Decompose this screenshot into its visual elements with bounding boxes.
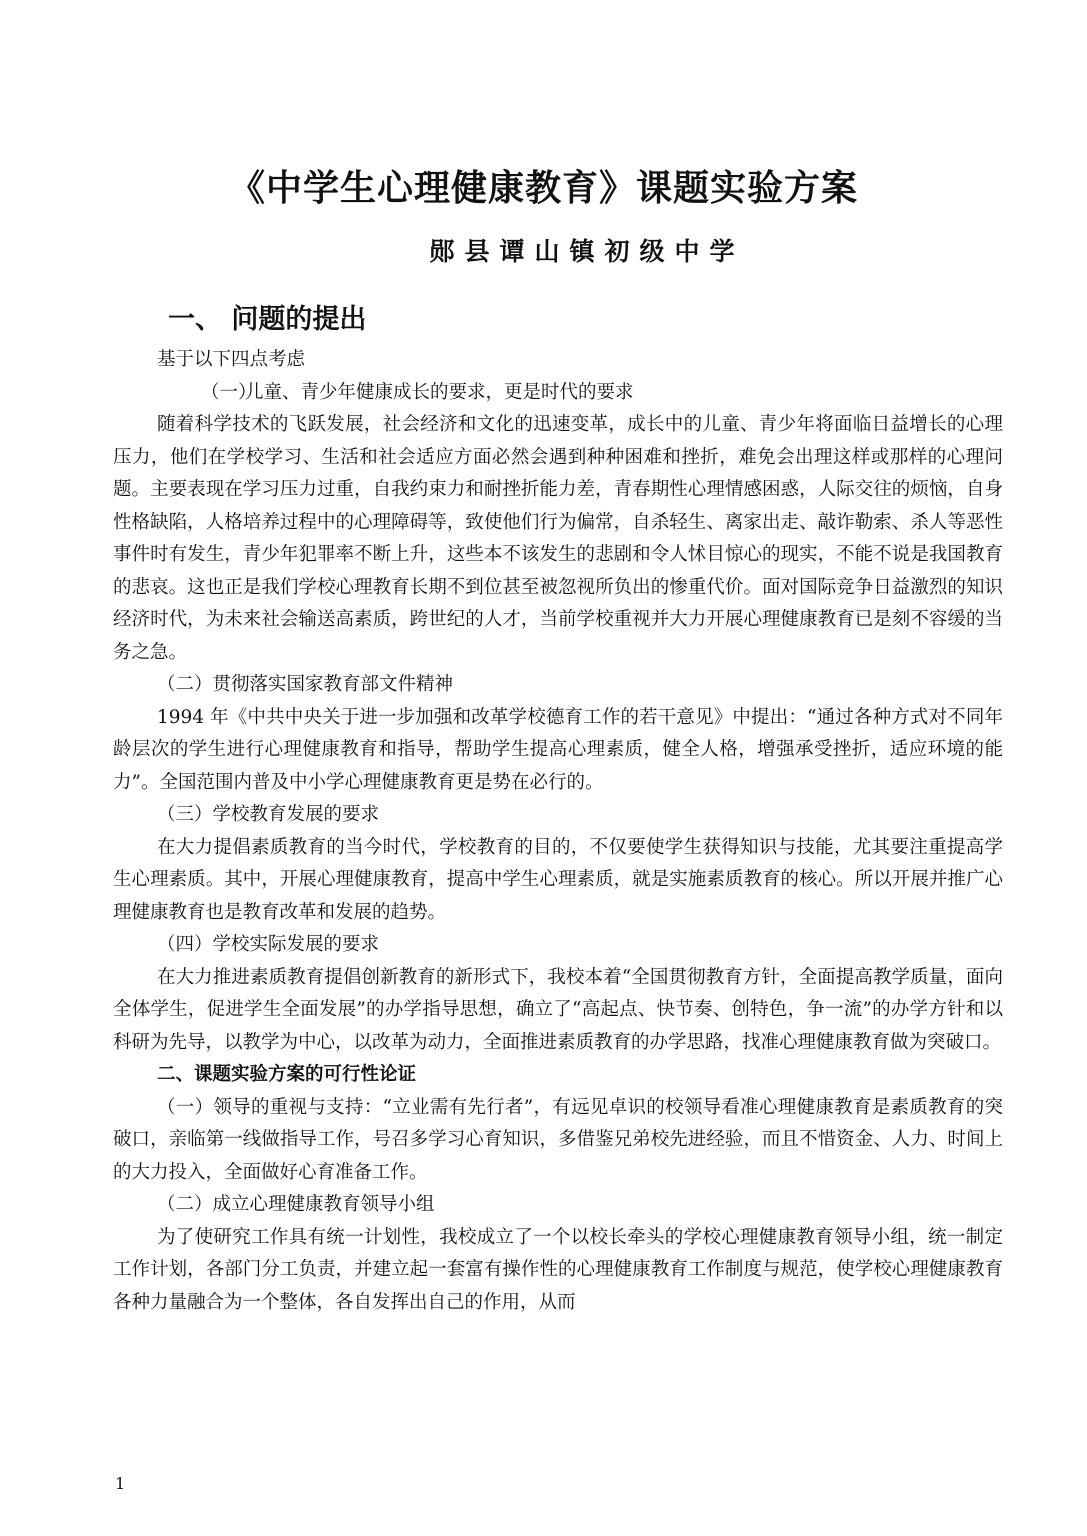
- paragraph-1: 随着科学技术的飞跃发展，社会经济和文化的迅速变革，成长中的儿童、青少年将面临日益增长的心理压力，他们在学校学习、生活和社会适应方面必然会遇到种种困难和挫折，难免会出理这样或那样的心理问题。主要表现在学习压力过重，自我约束力和耐挫折能力差，青春期性心理情感困惑，人际交往的烦恼，自身性格缺陷，人格培养过程中的心理障碍等，致使他们行为偏常，自杀轻生、离家出走、敲诈勒索、杀人等恶性事件时有发生，青少年犯罪率不断上升，这些本不该发生的悲剧和令人怵目惊心的现实，不能不说是我国教育的悲哀。这也正是我们学校心理教育长期不到位甚至被忽视所负出的惨重代价。面对国际竞争日益激烈的知识经济时代，为未来社会输送高素质，跨世纪的人才，当前学校重视并大力开展心理健康教育已是刻不容缓的当务之急。: [113, 414, 1003, 663]
- paragraph-3: 在大力提倡素质教育的当今时代，学校教育的目的，不仅要使学生获得知识与技能，尤其要注重提高学生心理素质。其中，开展心理健康教育，提高中学生心理素质，就是实施素质教育的核心。所以开展并推广心理健康教育也是教育改革和发展的趋势。: [113, 836, 1003, 923]
- school-name: 郧县谭山镇初级中学: [429, 237, 745, 266]
- page-number: 1: [115, 1474, 126, 1493]
- subheading-1: [113, 377, 1003, 410]
- subheading-4: （四）学校实际发展的要求: [157, 934, 380, 955]
- subheading-3: （三）学校教育发展的要求: [157, 804, 380, 825]
- subheading-2: （二）贯彻落实国家教育部文件精神: [157, 674, 454, 695]
- paragraph-4: 在大力推进素质教育提倡创新教育的新形式下，我校本着“全国贯彻教育方针，全面提高教学质量，面向全体学生，促进学生全面发展”的办学指导思想，确立了“高起点、快节奏、创特色，争一流”的办学方针和以科研为先导，以教学为中心，以改革为动力，全面推进素质教育的办学思路，找准心理健康教育做为突破口。: [113, 966, 1003, 1053]
- body-text: [113, 344, 1003, 1319]
- document-title: 《中学生心理健康教育》课题实验方案: [228, 167, 858, 209]
- intro-paragraph: 基于以下四点考虑: [157, 349, 306, 370]
- subheading-1-number: （一）: [201, 381, 257, 403]
- section-heading-feasibility: 二、课题实验方案的可行性论证: [157, 1064, 417, 1085]
- section-heading-problem: 一、 问题的提出: [168, 304, 367, 335]
- paragraph-6: 为了使研究工作具有统一计划性，我校成立了一个以校长牵头的学校心理健康教育领导小组，统一制定工作计划，各部门分工负责，并建立起一套富有操作性的心理健康教育工作制度与规范，使学校心理健康教育各种力量融合为一个整体，各自发挥出自己的作用，从而: [113, 1226, 1003, 1313]
- paragraph-2: 1994 年《中共中央关于进一步加强和改革学校德育工作的若干意见》中提出：“通过各种方式对不同年龄层次的学生进行心理健康教育和指导，帮助学生提高心理素质，健全人格，增强承受挫折，适应环境的能力”。全国范围内普及中小学心理健康教育更是势在必行的。: [113, 706, 1003, 793]
- subheading-1-title: 儿童、青少年健康成长的要求，更是时代的要求: [245, 381, 634, 403]
- paragraph-5: （一）领导的重视与支持：“立业需有先行者”，有远见卓识的校领导看准心理健康教育是素质教育的突破口，亲临第一线做指导工作，号召多学习心育知识，多借鉴兄弟校先进经验，而且不惜资金、人力、时间上的大力投入，全面做好心育准备工作。: [113, 1096, 1003, 1183]
- subheading-6: （二）成立心理健康教育领导小组: [157, 1194, 435, 1215]
